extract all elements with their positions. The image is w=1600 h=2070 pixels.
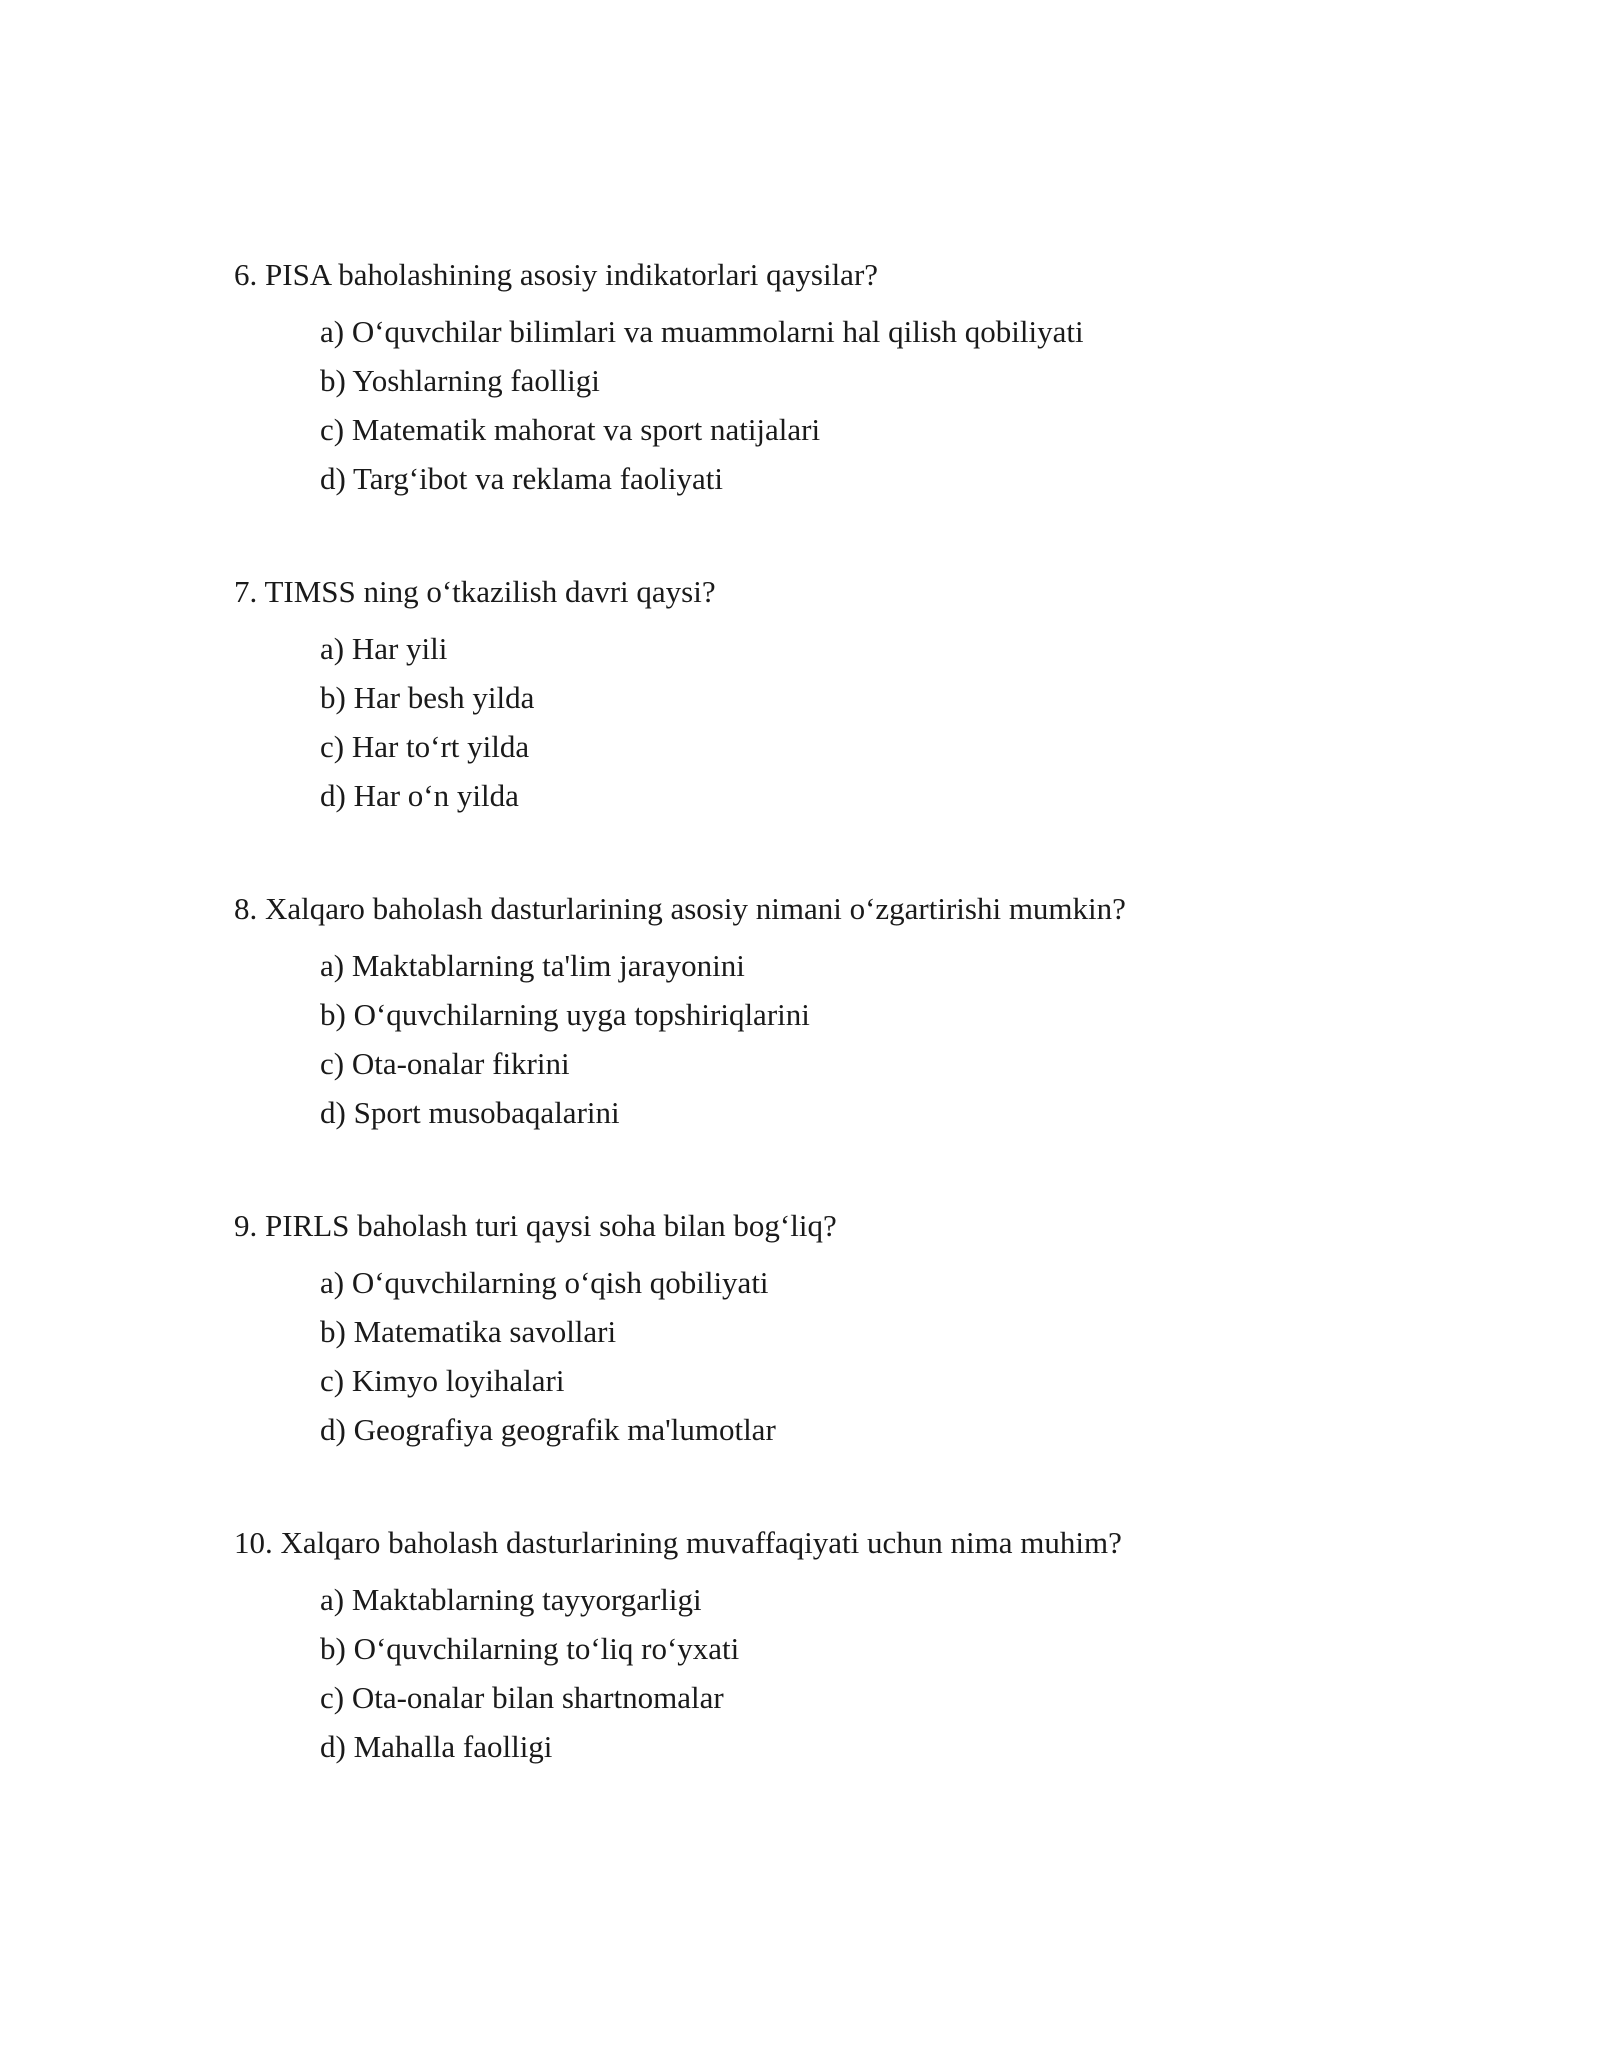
- option-c: c) Matematik mahorat va sport natijalari: [320, 412, 821, 447]
- option-d: d) Har o‘n yilda: [320, 778, 519, 813]
- option-a: a) Maktablarning ta'lim jarayonini: [320, 948, 745, 983]
- option-a: a) Maktablarning tayyorgarligi: [320, 1582, 702, 1617]
- question-title: 6. PISA baholashining asosiy indikatorlari qaysilar?: [234, 257, 879, 292]
- option-d: d) Sport musobaqalarini: [320, 1095, 620, 1130]
- question-title: 8. Xalqaro baholash dasturlarining asosiy nimani o‘zgartirishi mumkin?: [234, 891, 1126, 926]
- option-c: c) Kimyo loyihalari: [320, 1363, 565, 1398]
- option-b: b) Har besh yilda: [320, 680, 535, 715]
- option-list: [234, 312, 1434, 508]
- option-a: a) Har yili: [320, 631, 448, 666]
- option-d: d) Geografiya geografik ma'lumotlar: [320, 1412, 776, 1447]
- option-c: c) Ota-onalar fikrini: [320, 1046, 570, 1081]
- option-list: [234, 1263, 1434, 1459]
- question-title: 9. PIRLS baholash turi qaysi soha bilan bog‘liq?: [234, 1208, 837, 1243]
- question-title: 10. Xalqaro baholash dasturlarining muvaffaqiyati uchun nima muhim?: [234, 1525, 1122, 1560]
- question-6: [234, 255, 1434, 508]
- question-9: [234, 1206, 1434, 1459]
- option-d: d) Mahalla faolligi: [320, 1729, 553, 1764]
- option-list: [234, 629, 1434, 825]
- option-b: b) Yoshlarning faolligi: [320, 363, 600, 398]
- question-7: [234, 572, 1434, 825]
- option-b: b) Matematika savollari: [320, 1314, 617, 1349]
- question-10: [234, 1523, 1434, 1776]
- option-b: b) O‘quvchilarning uyga topshiriqlarini: [320, 997, 810, 1032]
- option-d: d) Targ‘ibot va reklama faoliyati: [320, 461, 723, 496]
- option-c: c) Ota-onalar bilan shartnomalar: [320, 1680, 724, 1715]
- option-list: [234, 946, 1434, 1142]
- option-a: a) O‘quvchilar bilimlari va muammolarni hal qilish qobiliyati: [320, 314, 1084, 349]
- question-8: [234, 889, 1434, 1142]
- option-a: a) O‘quvchilarning o‘qish qobiliyati: [320, 1265, 769, 1300]
- option-c: c) Har to‘rt yilda: [320, 729, 530, 764]
- option-list: [234, 1580, 1434, 1776]
- question-title: 7. TIMSS ning o‘tkazilish davri qaysi?: [234, 574, 716, 609]
- option-b: b) O‘quvchilarning to‘liq ro‘yxati: [320, 1631, 740, 1666]
